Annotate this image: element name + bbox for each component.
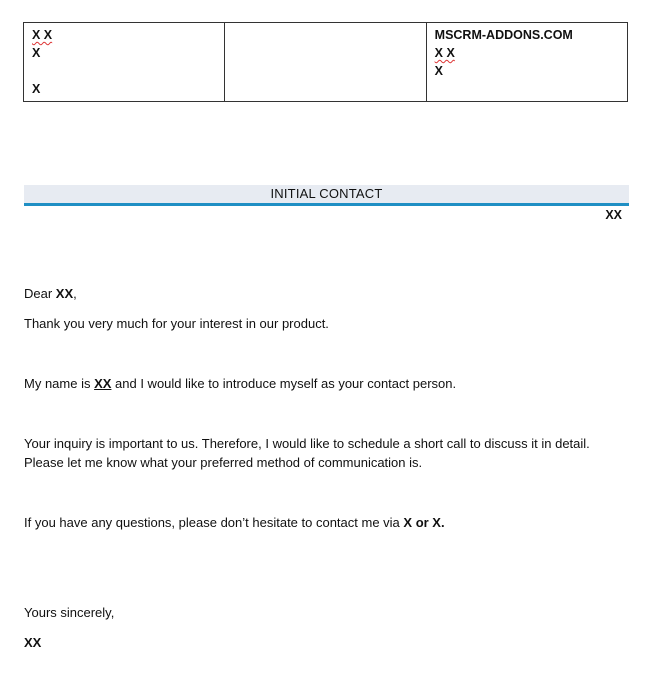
letter-date: XX — [605, 208, 622, 222]
header-left-cell — [24, 23, 225, 102]
company-name: MSCRM-ADDONS.COM — [434, 28, 573, 42]
header-right-cell — [426, 23, 627, 102]
letter-header-table — [23, 22, 628, 102]
closing-line: Yours sincerely, — [24, 605, 115, 620]
sender-blank-line — [32, 62, 216, 80]
signature-name: XX — [24, 635, 42, 650]
greeting-suffix: , — [73, 286, 77, 301]
intro-name: XX — [94, 376, 112, 391]
sender-name: X X — [32, 28, 53, 42]
questions-prefix: If you have any questions, please don’t hesitate to contact me via — [24, 515, 404, 530]
sender-line-2: X — [32, 46, 41, 60]
company-line-3: X — [434, 64, 443, 78]
inquiry-paragraph-line-2: Please let me know what your preferred method of communication is. — [24, 455, 423, 470]
questions-contact: X or X. — [403, 515, 445, 530]
document-title: INITIAL CONTACT — [24, 185, 629, 203]
greeting-name: XX — [55, 286, 74, 301]
thanks-paragraph: Thank you very much for your interest in our product. — [24, 316, 329, 331]
greeting-prefix: Dear — [24, 286, 56, 301]
company-line-2: X X — [434, 46, 455, 60]
intro-paragraph — [24, 374, 456, 393]
header-middle-cell — [225, 23, 426, 102]
questions-paragraph — [24, 513, 445, 532]
greeting-line — [24, 284, 77, 303]
intro-prefix: My name is — [24, 376, 95, 391]
inquiry-paragraph-line-1: Your inquiry is important to us. Therefore, I would like to schedule a short call to discuss it in detail. — [24, 436, 590, 451]
sender-line-4: X — [32, 82, 41, 96]
title-underline-rule — [24, 203, 629, 206]
intro-suffix: and I would like to introduce myself as your contact person. — [111, 376, 457, 391]
